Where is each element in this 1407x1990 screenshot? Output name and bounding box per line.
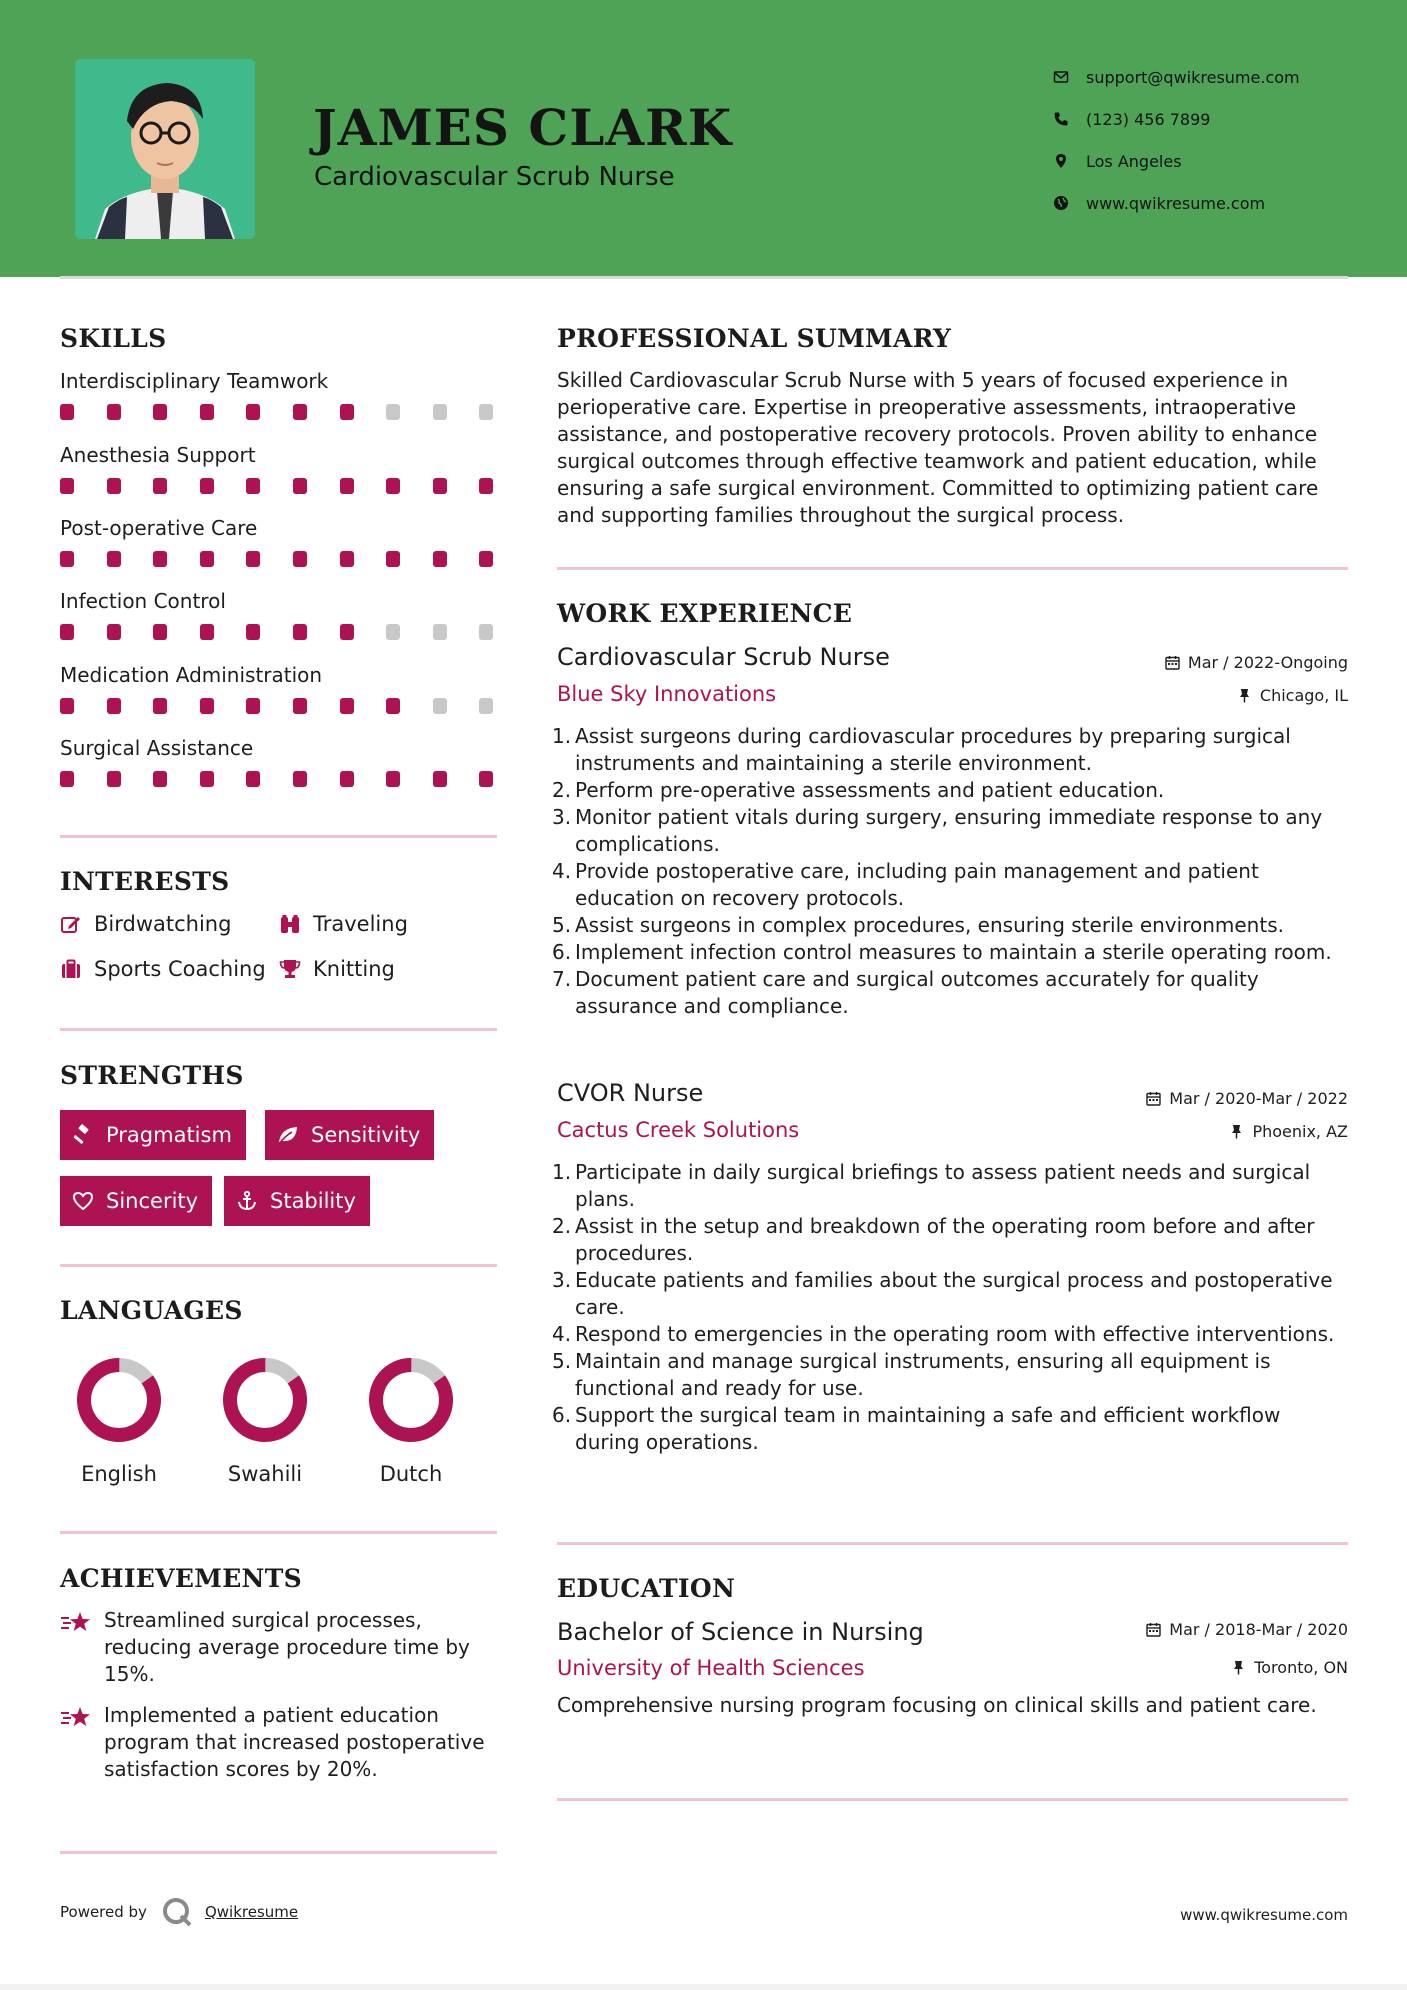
language-label: Swahili (227, 1462, 303, 1486)
language-item (356, 1356, 466, 1486)
duty-text: Provide postoperative care, including pain management and patient education on recovery protocols. (575, 859, 1259, 910)
skill-dot (153, 404, 167, 420)
skill-label: Interdisciplinary Teamwork (60, 369, 329, 393)
section-divider (557, 1798, 1348, 1801)
skill-dot (293, 478, 307, 494)
shooting-star-icon (60, 1609, 92, 1637)
skill-dot (153, 624, 167, 640)
skill-dot (153, 551, 167, 567)
skill-dot (60, 624, 74, 640)
donut-fill (367, 1356, 455, 1444)
interest-label: Traveling (313, 912, 408, 936)
duty-text: Perform pre-operative assessments and patient education. (575, 778, 1165, 802)
job-location-text: Phoenix, AZ (1252, 1122, 1348, 1141)
education-degree: Bachelor of Science in Nursing (557, 1618, 924, 1646)
interest-label: Birdwatching (94, 912, 232, 936)
skill-dot (107, 551, 121, 567)
achievement-text: Streamlined surgical processes, reducing average procedure time by 15%. (104, 1608, 470, 1686)
skill-dot (293, 404, 307, 420)
skill-dot (153, 771, 167, 787)
duty-text: Support the surgical team in maintaining a safe and efficient workflow during operations. (575, 1403, 1281, 1454)
duty-number: 3. (552, 1268, 572, 1292)
skill-dot (433, 698, 447, 714)
skill-item (60, 663, 497, 687)
job-title: Cardiovascular Scrub Nurse (557, 643, 890, 671)
skill-dot (433, 478, 447, 494)
donut-fill (221, 1356, 309, 1444)
job-location (1237, 686, 1348, 705)
phone-icon (1050, 111, 1086, 127)
skill-dot (246, 551, 260, 567)
pushpin-icon (1237, 688, 1252, 703)
donut-fill (75, 1356, 163, 1444)
section-divider (60, 1851, 497, 1854)
skill-dot (479, 478, 493, 494)
contact-website-text: www.qwikresume.com (1086, 193, 1266, 213)
skill-rating (60, 404, 497, 420)
strength-label: Sensitivity (311, 1123, 421, 1147)
achievement-item (60, 1607, 497, 1688)
skill-dot (433, 404, 447, 420)
contact-location-text: Los Angeles (1086, 151, 1182, 171)
duty-number: 2. (552, 778, 572, 802)
calendar-icon (1165, 655, 1180, 670)
skill-dot (386, 404, 400, 420)
skill-dot (433, 551, 447, 567)
skill-item (60, 736, 497, 760)
skill-rating (60, 478, 497, 494)
duty-text: Document patient care and surgical outcomes accurately for quality assurance and compliance. (575, 967, 1259, 1018)
skill-dot (200, 404, 214, 420)
skill-dot (200, 698, 214, 714)
duty-text: Assist in the setup and breakdown of the operating room before and after procedures. (575, 1214, 1315, 1265)
languages-title: LANGUAGES (60, 1296, 243, 1325)
education-dates-text: Mar / 2018-Mar / 2020 (1169, 1620, 1348, 1639)
section-divider (60, 1264, 497, 1267)
contact-email[interactable] (1050, 56, 1380, 98)
language-item (64, 1356, 174, 1486)
duty-number: 1. (552, 1160, 572, 1184)
skill-rating (60, 624, 497, 640)
skill-dot (246, 698, 260, 714)
contact-phone-text: (123) 456 7899 (1086, 109, 1211, 129)
section-divider (60, 1028, 497, 1031)
duty-text: Maintain and manage surgical instruments, ensuring all equipment is functional and ready for use. (575, 1349, 1271, 1400)
skill-dot (479, 551, 493, 567)
skill-rating (60, 771, 497, 787)
job-duty (552, 939, 1347, 966)
experience-title: WORK EXPERIENCE (557, 599, 853, 628)
skill-dot (479, 624, 493, 640)
skill-dot (107, 478, 121, 494)
job-duty (552, 1402, 1347, 1456)
heart-icon (72, 1190, 94, 1212)
skill-dot (200, 624, 214, 640)
pencil-square-icon (60, 913, 82, 935)
job-duties-list (552, 1159, 1347, 1456)
pushpin-icon (1231, 1660, 1246, 1675)
strengths-title: STRENGTHS (60, 1061, 244, 1090)
job-title: CVOR Nurse (557, 1079, 704, 1107)
interest-item (60, 912, 231, 936)
job-dates (1146, 1089, 1348, 1108)
job-duty (552, 858, 1347, 912)
job-duty (552, 1348, 1347, 1402)
skill-dot (293, 771, 307, 787)
pushpin-icon (1229, 1124, 1244, 1139)
skill-label: Infection Control (60, 589, 226, 613)
skill-rating (60, 698, 497, 714)
trophy-icon (279, 958, 301, 980)
profile-photo (75, 59, 255, 239)
skill-dot (479, 698, 493, 714)
section-divider (557, 567, 1348, 570)
skill-dot (246, 478, 260, 494)
header-rule (60, 276, 1348, 279)
skill-dot (340, 771, 354, 787)
section-divider (557, 1542, 1348, 1545)
skill-label: Surgical Assistance (60, 736, 254, 760)
education-title: EDUCATION (557, 1574, 736, 1603)
interest-item (279, 912, 408, 936)
skill-item (60, 369, 497, 393)
contact-list (1050, 56, 1380, 224)
language-donut (75, 1356, 163, 1444)
education-description: Comprehensive nursing program focusing on clinical skills and patient care. (557, 1693, 1317, 1717)
skill-dot (340, 404, 354, 420)
duty-number: 3. (552, 805, 572, 829)
skill-dot (340, 551, 354, 567)
section-divider (60, 1531, 497, 1534)
interests-title: INTERESTS (60, 867, 230, 896)
interest-item (60, 957, 266, 981)
duty-number: 1. (552, 724, 572, 748)
powered-by-label: Powered by (60, 1903, 147, 1921)
duty-number: 5. (552, 913, 572, 937)
qwikresume-link[interactable]: Qwikresume (204, 1903, 299, 1921)
duty-number: 2. (552, 1214, 572, 1238)
skill-dot (479, 771, 493, 787)
skill-dot (340, 698, 354, 714)
interest-label: Knitting (313, 957, 395, 981)
skill-dot (107, 624, 121, 640)
skill-dot (246, 771, 260, 787)
candidate-name: JAMES CLARK (313, 98, 733, 157)
suitcase-icon (60, 958, 82, 980)
skill-dot (386, 698, 400, 714)
strength-label: Pragmatism (106, 1123, 232, 1147)
skill-dot (60, 551, 74, 567)
skill-dot (293, 698, 307, 714)
skills-title: SKILLS (60, 324, 167, 353)
job-dates-text: Mar / 2022-Ongoing (1187, 653, 1348, 672)
skill-dot (60, 404, 74, 420)
job-duty (552, 1213, 1347, 1267)
contact-phone[interactable] (1050, 98, 1380, 140)
duty-number: 6. (552, 1403, 572, 1427)
skill-dot (107, 771, 121, 787)
achievement-item (60, 1702, 497, 1783)
duty-text: Educate patients and families about the surgical process and postoperative care. (575, 1268, 1333, 1319)
skill-dot (433, 624, 447, 640)
section-divider (60, 835, 497, 838)
interest-label: Sports Coaching (94, 957, 266, 981)
page-bottom-bar (0, 1984, 1407, 1990)
strength-label: Stability (270, 1189, 356, 1213)
duty-number: 4. (552, 859, 572, 883)
anchor-icon (236, 1190, 258, 1212)
job-duties-list (552, 723, 1347, 1020)
achievement-text: Implemented a patient education program that increased postoperative satisfaction scores by 20%. (104, 1703, 485, 1781)
strength-badge (60, 1176, 212, 1226)
education-dates (1146, 1620, 1348, 1639)
shooting-star-icon (60, 1704, 92, 1732)
strength-badge (60, 1110, 246, 1160)
job-location-text: Chicago, IL (1259, 686, 1348, 705)
education-school: University of Health Sciences (557, 1656, 865, 1680)
skill-dot (246, 404, 260, 420)
skill-dot (386, 624, 400, 640)
duty-text: Respond to emergencies in the operating room with effective interventions. (575, 1322, 1335, 1346)
education-location (1231, 1658, 1348, 1677)
skill-dot (433, 771, 447, 787)
strength-badge (265, 1110, 434, 1160)
skill-dot (153, 478, 167, 494)
achievements-title: ACHIEVEMENTS (60, 1564, 302, 1593)
job-duty (552, 1321, 1347, 1348)
job-location (1229, 1122, 1348, 1141)
resume-header (0, 0, 1407, 277)
duty-number: 4. (552, 1322, 572, 1346)
skill-dot (200, 551, 214, 567)
candidate-title: Cardiovascular Scrub Nurse (314, 162, 675, 192)
skill-dot (479, 404, 493, 420)
skill-dot (386, 551, 400, 567)
binoculars-icon (279, 913, 301, 935)
duty-text: Assist surgeons during cardiovascular procedures by preparing surgical instruments and maintaining a sterile environment. (575, 724, 1291, 775)
skill-dot (200, 771, 214, 787)
globe-icon (1050, 195, 1086, 211)
calendar-icon (1146, 1091, 1161, 1106)
skill-item (60, 443, 497, 467)
language-donut (221, 1356, 309, 1444)
strength-badge (224, 1176, 370, 1226)
contact-email-text: support@qwikresume.com (1086, 67, 1300, 87)
calendar-icon (1146, 1622, 1161, 1637)
job-duty (552, 777, 1347, 804)
duty-text: Participate in daily surgical briefings to assess patient needs and surgical plans. (575, 1160, 1311, 1211)
skill-dot (386, 771, 400, 787)
envelope-icon (1050, 69, 1086, 85)
education-location-text: Toronto, ON (1254, 1658, 1348, 1677)
language-donut (367, 1356, 455, 1444)
job-duty (552, 1267, 1347, 1321)
skill-dot (246, 624, 260, 640)
gavel-icon (72, 1124, 94, 1146)
duty-number: 6. (552, 940, 572, 964)
job-duty (552, 1159, 1347, 1213)
skill-label: Medication Administration (60, 663, 323, 687)
interest-item (279, 957, 395, 981)
skill-dot (60, 771, 74, 787)
footer-powered-by (60, 1896, 298, 1928)
contact-location (1050, 140, 1380, 182)
skill-item (60, 589, 497, 613)
job-dates-text: Mar / 2020-Mar / 2022 (1169, 1089, 1348, 1108)
language-item (210, 1356, 320, 1486)
skill-dot (107, 698, 121, 714)
duty-number: 7. (552, 967, 572, 991)
skill-dot (60, 698, 74, 714)
map-pin-icon (1050, 153, 1086, 169)
skill-item (60, 516, 497, 540)
job-company: Cactus Creek Solutions (557, 1118, 800, 1142)
skill-label: Anesthesia Support (60, 443, 256, 467)
leaf-icon (277, 1124, 299, 1146)
skill-rating (60, 551, 497, 567)
job-duty (552, 966, 1347, 1020)
skill-dot (293, 624, 307, 640)
skill-dot (340, 478, 354, 494)
job-duty (552, 804, 1347, 858)
duty-number: 5. (552, 1349, 572, 1373)
skill-dot (200, 478, 214, 494)
duty-text: Monitor patient vitals during surgery, ensuring immediate response to any complications. (575, 805, 1323, 856)
skill-label: Post-operative Care (60, 516, 258, 540)
skill-dot (60, 478, 74, 494)
strength-label: Sincerity (106, 1189, 199, 1213)
job-duty (552, 912, 1347, 939)
skill-dot (107, 404, 121, 420)
skill-dot (293, 551, 307, 567)
language-label: English (81, 1462, 157, 1486)
skill-dot (386, 478, 400, 494)
qwikresume-logo-icon (161, 1896, 193, 1928)
job-dates (1165, 653, 1348, 672)
duty-text: Implement infection control measures to maintain a sterile operating room. (575, 940, 1332, 964)
duty-text: Assist surgeons in complex procedures, ensuring sterile environments. (575, 913, 1284, 937)
summary-text: Skilled Cardiovascular Scrub Nurse with 5 years of focused experience in perioperative care. Expertise in preoperative assessments, intraoperative assistance, and postoperative recovery protocols. Proven ability to enhance surgical outcomes through effective teamwork and patient education, while ensuring a safe surgical environment. Committed to optimizing patient care and supporting families throughout the surgical process. (557, 368, 1319, 527)
contact-website[interactable] (1050, 182, 1380, 224)
job-company: Blue Sky Innovations (557, 682, 777, 706)
skill-dot (340, 624, 354, 640)
language-label: Dutch (379, 1462, 443, 1486)
skill-dot (153, 698, 167, 714)
job-duty (552, 723, 1347, 777)
summary-title: PROFESSIONAL SUMMARY (557, 324, 952, 353)
footer-url[interactable]: www.qwikresume.com (1180, 1906, 1348, 1924)
